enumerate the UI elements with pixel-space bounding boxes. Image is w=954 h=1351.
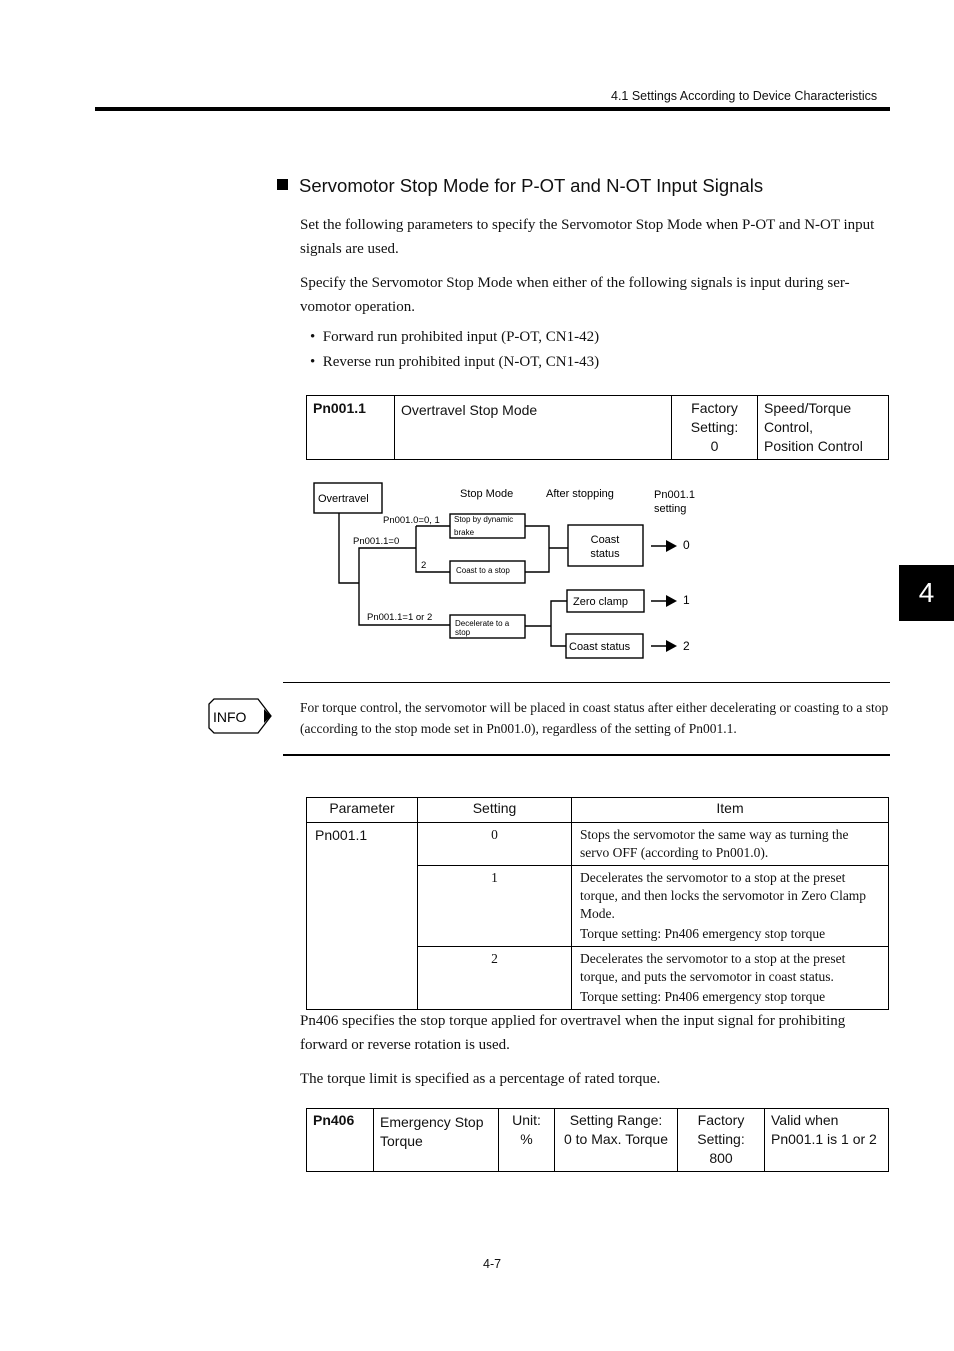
item-cell — [572, 947, 889, 1010]
bullet-item: • Reverse run prohibited input (N-OT, CN1-43) — [310, 354, 600, 370]
output-value: 2 — [683, 639, 690, 653]
unit-value: % — [520, 1131, 533, 1147]
applicable-control — [758, 396, 889, 460]
stop-mode-label: Stop Mode — [460, 488, 514, 500]
stop-mode-diagram — [300, 478, 720, 663]
connector-line — [359, 548, 416, 583]
parameter-box-pn001 — [306, 395, 889, 460]
box-label: status — [590, 548, 620, 560]
column-header: Item — [572, 798, 889, 823]
box-label: brake — [454, 528, 475, 537]
connector-line — [551, 601, 567, 646]
param-name — [374, 1109, 499, 1172]
pn406-paragraph: Pn406 specifies the stop torque applied for overtravel when the input signal for prohibiting forward or reverse rotation is used. — [300, 1013, 846, 1053]
item-text: Decelerates the servomotor to a stop at the preset torque, and puts the servomotor in coast status. — [580, 951, 846, 984]
pn-setting-label: setting — [654, 503, 687, 515]
running-header: 4.1 Settings According to Device Characteristics — [611, 89, 878, 103]
setting-cell: 2 — [418, 947, 572, 1010]
arrow-head-icon — [666, 540, 677, 552]
page-number: 4-7 — [483, 1257, 502, 1271]
setting-cell: 1 — [418, 866, 572, 947]
param-code: Pn001.1 — [307, 396, 395, 460]
connector-line — [525, 526, 549, 572]
branch-label: Pn001.0=0, 1 — [383, 515, 440, 526]
param-name: Overtravel Stop Mode — [395, 396, 672, 460]
column-header: Parameter — [307, 798, 418, 823]
arrow-head-icon — [666, 640, 677, 652]
info-icon — [206, 696, 274, 736]
setting-cell: 0 — [418, 823, 572, 866]
box-label: Coast — [590, 534, 620, 546]
box-label: Coast status — [569, 641, 631, 653]
applies-line: Position Control — [764, 438, 863, 454]
section-title-text: Servomotor Stop Mode for P-OT and N-OT Input Signals — [299, 175, 764, 196]
factory-label: Setting: — [697, 1131, 745, 1147]
branch-label: Pn001.1=1 or 2 — [367, 612, 433, 623]
intro-paragraph-1: Set the following parameters to specify the Servomotor Stop Mode when P-OT and N-OT input signals are used. — [300, 217, 875, 257]
column-header: Setting — [418, 798, 572, 823]
intro-paragraph-2: Specify the Servomotor Stop Mode when either of the following signals is input during ser-vomotor operation. — [300, 275, 850, 315]
unit-label: Unit: — [512, 1112, 541, 1128]
info-top-rule — [283, 682, 890, 683]
output-value: 1 — [683, 593, 690, 607]
unit-cell — [499, 1109, 555, 1172]
param-code: Pn406 — [307, 1109, 374, 1172]
pn-setting-label: Pn001.1 — [654, 489, 695, 501]
box-label: Stop by dynamic — [454, 515, 514, 524]
bullet-text: Reverse run prohibited input (N-OT, CN1-43) — [322, 354, 600, 370]
item-text: Torque setting: Pn406 emergency stop torque — [580, 926, 826, 941]
overtravel-label: Overtravel — [318, 493, 369, 505]
valid-condition — [765, 1109, 889, 1172]
info-note: For torque control, the servomotor will be placed in coast status after either decelerating or coasting to a stop (according to the stop mode set in Pn001.0), regardless of the setting of Pn001.1. — [300, 700, 889, 736]
param-name-line: Emergency Stop — [380, 1114, 484, 1130]
applies-line: Control, — [764, 419, 814, 435]
applies-line: Speed/Torque — [764, 400, 852, 416]
branch-label: 2 — [421, 560, 427, 571]
factory-setting — [678, 1109, 765, 1172]
info-bottom-rule — [283, 754, 890, 756]
parameter-box-pn406 — [306, 1108, 889, 1172]
table-header-row — [307, 798, 889, 823]
item-cell — [572, 823, 889, 866]
section-title — [277, 175, 763, 197]
box-label: stop — [455, 628, 471, 637]
range-value: 0 to Max. Torque — [563, 1131, 669, 1147]
item-text: Stops the servomotor the same way as turning the servo OFF (according to Pn001.0). — [580, 827, 849, 860]
range-cell — [555, 1109, 678, 1172]
param-name-line: Torque — [380, 1133, 423, 1149]
after-stopping-label: After stopping — [546, 488, 614, 500]
factory-label: Setting: — [690, 419, 739, 435]
torque-limit-paragraph: The torque limit is specified as a percentage of rated torque. — [300, 1071, 661, 1087]
factory-setting — [672, 396, 758, 460]
chapter-tab: 4 — [899, 565, 954, 621]
box-label: Coast to a stop — [456, 566, 510, 575]
valid-line: Pn001.1 is 1 or 2 — [771, 1131, 877, 1147]
output-value: 0 — [683, 538, 690, 552]
valid-line: Valid when — [771, 1112, 839, 1128]
bullet-text: Forward run prohibited input (P-OT, CN1-42) — [322, 329, 600, 345]
factory-label: Factory — [697, 1112, 745, 1128]
box-label: Decelerate to a — [455, 619, 510, 628]
arrow-head-icon — [666, 595, 677, 607]
connector-line — [339, 513, 359, 583]
box-label: Zero clamp — [573, 596, 629, 608]
factory-value: 800 — [709, 1150, 733, 1166]
item-cell — [572, 866, 889, 947]
settings-table — [306, 797, 889, 1010]
square-bullet-icon — [277, 179, 288, 190]
item-text: Decelerates the servomotor to a stop at the preset torque, and then locks the servomotor in Zero Clamp Mode. — [580, 870, 867, 921]
table-row — [307, 823, 889, 866]
factory-value: 0 — [710, 438, 719, 454]
header-rule — [95, 107, 890, 111]
factory-label: Factory — [691, 400, 738, 416]
info-icon-label: INFO — [213, 709, 247, 725]
parameter-cell: Pn001.1 — [307, 823, 418, 1010]
bullet-item: • Forward run prohibited input (P-OT, CN1-42) — [310, 329, 600, 345]
branch-label: Pn001.1=0 — [353, 536, 400, 547]
range-label: Setting Range: — [569, 1112, 663, 1128]
item-text: Torque setting: Pn406 emergency stop torque — [580, 989, 826, 1004]
